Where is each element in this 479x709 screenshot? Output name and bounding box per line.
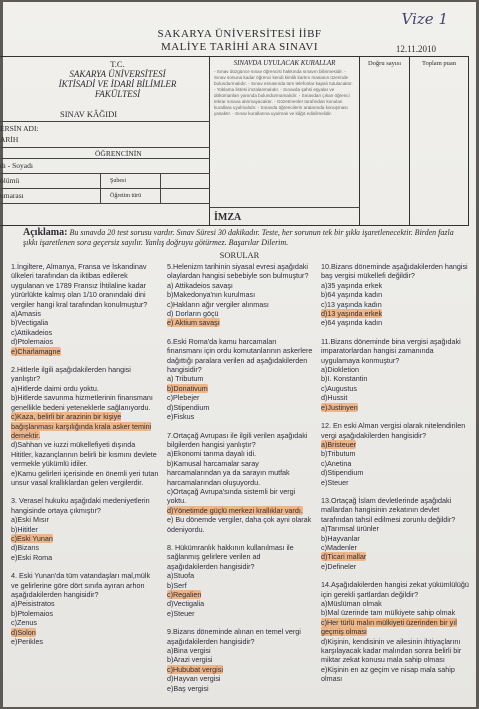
answer-option[interactable]: c)13 yaşında kadın (321, 299, 382, 309)
questions-column-2 (167, 262, 313, 702)
answer-option[interactable]: c)Hakların ağır vergiler alınması (167, 299, 269, 309)
answer-option[interactable]: b)Arazi vergisi (167, 655, 213, 665)
answer-option[interactable]: d) Dorların göçü (167, 309, 219, 319)
question-text: 14.Aşağıdakilerden hangisi zekat yükümlülüğü için gerekli şartlardan değildir? (321, 580, 469, 599)
toplam-puan-cell (410, 57, 468, 225)
dogru-sayisi-cell (360, 57, 410, 225)
uni-line-2: İKTİSADİ VE İDARİ BİLİMLER (58, 79, 177, 89)
handwritten-note: Vize 1 (401, 10, 448, 28)
answer-option-marked[interactable]: d)Yönetimde güçlü merkezi krallıklar vardı. (167, 505, 303, 515)
answer-option-marked[interactable]: e) Aktium savaşı (167, 318, 220, 328)
question (321, 496, 471, 571)
question-text: 4. Eski Yunan'da tüm vatandaşları mal,mülk ve gelirlerine göre dört sınıfa ayıran arhon aşağıdakilerden hangisidir? (11, 571, 151, 599)
dersin-adi-label: ERSİN ADI: (0, 124, 39, 133)
answer-option[interactable]: e)Steuer (167, 608, 195, 618)
answer-option[interactable]: c)Madenler (321, 542, 357, 552)
sinav-kagidi-label: SINAV KÂĞIDI (60, 109, 118, 119)
answer-option[interactable]: e)Defineler (321, 561, 357, 571)
toplam-puan-label: Toplam puan (421, 60, 457, 67)
bolumu-label: ölümü (0, 176, 20, 185)
question (11, 262, 159, 356)
question (167, 431, 313, 534)
answer-option[interactable]: a)Eski Mısır (11, 515, 49, 525)
exam-date: 12.11.2010 (395, 44, 436, 54)
answer-option-marked[interactable]: b)Donativum (167, 383, 208, 393)
answer-option[interactable]: a)Ekonomi tarıma dayalı idi. (167, 449, 257, 459)
header-table (0, 56, 469, 226)
imza-label: İMZA (214, 212, 242, 223)
answer-option[interactable]: a)Hitlerde daimi ordu yoktu. (11, 383, 99, 393)
answer-option[interactable]: a)Amasis (11, 309, 41, 319)
title-line-1: SAKARYA ÜNİVERSİTESİ İİBF (157, 28, 322, 40)
university-block (30, 59, 205, 99)
question-text: 11.Bizans döneminde bina vergisi aşağıdaki imparatorlardan hangisi zamanında uygulamaya konmuştur? (321, 336, 461, 365)
answer-option-marked[interactable]: e)Justinyen (321, 402, 358, 412)
answer-option-marked[interactable]: c)Regalien (167, 590, 202, 599)
answer-option[interactable]: a)Tarımsal ürünler (321, 524, 379, 534)
question (321, 337, 471, 412)
question (167, 337, 313, 422)
exam-sheet (0, 2, 476, 707)
answer-option[interactable]: c)Ortaçağ Avrupa'sında sistemli bir vergi yoktu. (167, 486, 296, 506)
answer-option[interactable]: a)Müslüman olmak (321, 599, 382, 608)
question (167, 627, 313, 693)
question (321, 262, 471, 328)
answer-option[interactable]: b)Vectigalia (11, 318, 49, 328)
question-text: 3. Verasel hukuku aşağıdaki medeniyetlerin hangisinde ortaya çıkmıştır? (11, 496, 150, 515)
answer-option[interactable]: b)Serf (167, 580, 187, 590)
answer-option-marked[interactable]: a)Bristeuer (321, 439, 357, 449)
dogru-sayisi-label: Doğru sayısı (367, 60, 402, 67)
aciklama-label: Açıklama: (23, 227, 68, 238)
question (167, 262, 313, 328)
answer-option[interactable]: b)Kamusal harcamalar saray harcamalarından ya da sarayın mutfak harcamalarından oluşuyordu. (167, 458, 290, 487)
answer-option[interactable]: b)64 yaşında kadın (321, 290, 383, 300)
aciklama-text: Bu sınavda 20 test sorusu vardır. Sınav Süresi 30 dakikadır. Teste, her sorunun tek bir şıkkı işaretlenecektir. Birden fazla şıkkı işaretlenen sora geçersiz sayılır. Yanlış doğruyu götürmez. Başarılar Dilerim. (23, 228, 454, 247)
answer-option[interactable]: b)Makedonya'nın kurulması (167, 290, 256, 300)
answer-option[interactable]: e)Kişinin en az geçim ve nisap mala sahip olması (321, 664, 455, 684)
question-text: 1.İngiltere, Almanya, Fransa ve İskandinav ülkeleri tarafından da iktibas edilerek uygulanan ve 1789 Fransız İhtilaline kadar yürürlükte kalmış olan 1/10 oranındaki dini vergiler hangi kral tarafından konulmuştur? (11, 262, 148, 309)
rules-text: - Sınav düzgünce sınav öğrencisi hakkında sınavın bilinmesidir. - Sınav sonuna kadar öğrenci kendi kimlik kartını masanın üzerinde bulundurmalıdır. - Sınav esnasında tüm telefonlar kapalı tutulacaktır. - Yoklama listesi imzalanmalıdır. - Sınavda şahsi eşyalar ve dökümanları yanında bulundurmamalıdır. - Sınavdan çıkan öğrenci tekrar sınava alınmayacaktır. - Gözetmenler tarafından konulan kurallara uyulmalıdır. - Sınavda öğrencilerin aralarında konuşması yasaktır. - Sınav kurallarına uyulmalı ve kâğıt edinilmelidir. (214, 69, 353, 116)
tarih-label: ARİH (0, 135, 19, 144)
answer-option[interactable]: b)Hayvanlar (321, 533, 360, 543)
answer-option-marked[interactable]: d)Ticari mallar (321, 552, 367, 562)
question (167, 543, 313, 618)
question-text: 7.Ortaçağ Avrupası ile ilgili verilen aşağıdaki bilgilerden hangisi yanlıştır? (167, 430, 308, 449)
subesi-label: Şubesi (110, 178, 127, 184)
question-text: 13.Ortaçağ İslam devletlerinde aşağıdaki mallardan hangisinin zekatının devlet tarafından tahsil edilmesi zorunlu değildir? (321, 495, 456, 524)
answer-option[interactable]: b)Tributum (321, 449, 356, 459)
question-text: 8. Hükümranlık hakkının kullanılması ile sağlanmış gelirlere verilen ad aşağıdakilerden hangisidir? (167, 542, 294, 571)
questions-column-3 (321, 262, 471, 693)
answer-option[interactable]: c)Augustus (321, 383, 357, 393)
answer-option[interactable]: a) Tributum (167, 374, 204, 384)
instructions (23, 228, 463, 248)
answer-option[interactable]: d)Stipendium (167, 402, 210, 412)
title-line-2: MALİYE TARİHİ ARA SINAVI (160, 41, 319, 53)
question-text: 9.Bizans döneminde alınan en temel vergi aşağıdakilerden hangisidir? (167, 627, 301, 646)
tc-label: T.C. (110, 59, 125, 69)
answer-option-marked[interactable]: c)Hububat vergisi (167, 664, 223, 674)
answer-option[interactable]: e)Baş vergisi (167, 683, 209, 693)
answer-option[interactable]: d)Hussit (321, 393, 348, 403)
sorular-heading: SORULAR (219, 250, 260, 260)
rules-box (210, 57, 360, 225)
answer-option[interactable]: d)Sahhan ve iuzzi mükellefiyeti dışında Hititler, kazançlarının belirli bir kısmını devlete vermekle yükümlü idiler. (11, 440, 157, 469)
answer-option[interactable]: e) Bu dönemde vergiler, daha çok ayni olarak ödeniyordu. (167, 515, 312, 534)
questions-column-1 (11, 262, 159, 655)
answer-option[interactable]: c)Plebejer (167, 393, 200, 403)
answer-option[interactable]: e)Eski Roma (11, 552, 53, 562)
answer-option[interactable]: c)Attikadeios (11, 327, 53, 337)
question-text: 5.Helenizm tarihinin siyasal evresi aşağıdaki olaylardan hangisi sebebiyle son bulmuştur? (167, 262, 309, 281)
answer-option[interactable]: d)Bizans (11, 543, 39, 553)
answer-option[interactable]: d)Stipendium (321, 468, 364, 478)
answer-option-marked[interactable]: e)Charlamagne (11, 346, 61, 356)
answer-option-marked[interactable]: d)Solon (11, 627, 36, 637)
numarasi-label: umarası (0, 191, 24, 200)
ogrencinin-label: ÖĞRENCİNİN (95, 149, 142, 158)
answer-option[interactable]: d)Vectigalia (167, 599, 205, 609)
answer-option[interactable]: d)Ptolemaios (11, 337, 53, 347)
answer-option[interactable]: a)Peisistratos (11, 599, 55, 609)
question (11, 365, 159, 487)
answer-option[interactable]: e)Fiskus (167, 412, 195, 422)
uni-line-3: FAKÜLTESİ (94, 89, 141, 99)
question-text: 6.Eski Roma'da kamu harcamaları finansmanı için ordu komutanlarının askerlere dağıttığı paralara verilen ad aşağıdakilerden hangisidir? (167, 336, 313, 375)
answer-option[interactable]: b)Hitlerde savunma hizmetlerinin finansmanı genellikle bedeni yeteneklerle sağlanıyordu. (11, 393, 153, 412)
answer-option-marked[interactable]: c)Eski Yunan (11, 533, 53, 543)
answer-option[interactable]: a)Bina vergisi (167, 646, 211, 656)
rules-title: SINAVDA UYULACAK KURALLAR (233, 59, 336, 67)
answer-option[interactable]: e)64 yaşında kadın (321, 318, 383, 328)
question (11, 496, 159, 562)
answer-option-marked[interactable]: c)Her türlü malın mülkiyeti üzerinden bir yıl geçmiş olması (321, 617, 457, 637)
question-text: 10.Bizans döneminde aşağıdakilerden hangisi baş vergisi mükellefi değildir? (321, 262, 468, 281)
answer-option[interactable]: d)Hayvan vergisi (167, 674, 221, 684)
answer-option[interactable]: c)Anetina (321, 458, 352, 468)
answer-option[interactable]: e)Kamu gelirleri içerisinde en önemli yeri tutan unsur vasal krallıklardan gelen vergilerdir. (11, 468, 159, 487)
answer-option[interactable]: e)Perikles (11, 637, 43, 647)
answer-option[interactable]: b)Hititler (11, 524, 38, 534)
answer-option[interactable]: a) Attikadeios savaşı (167, 280, 233, 290)
answer-option[interactable]: b)Ptolemaios (11, 608, 53, 618)
answer-option[interactable]: b)Mal üzerinde tam mülkiyete sahip olmak (321, 608, 456, 618)
answer-option[interactable]: a)Diokletion (321, 365, 359, 375)
question (11, 571, 159, 646)
question-text: 12. En eski Alman vergisi olarak nitelendirilen vergi aşağıdakilerden hangisidir? (321, 421, 466, 440)
answer-option[interactable]: a)Stuofa (167, 571, 195, 581)
answer-option[interactable]: a)35 yaşında erkek (321, 280, 383, 290)
answer-option[interactable]: c)Zenus (11, 618, 37, 628)
answer-option-marked[interactable]: c)Kaza, belirli bir arazinin bir kişiye bağışlanması karşılığında krala asker temini demektir. (11, 412, 152, 440)
adi-soyadi-label: dı - Soyadı (0, 161, 33, 170)
student-info-box (0, 57, 210, 225)
answer-option[interactable]: e)Steuer (321, 477, 349, 487)
question-text: 2.Hitlerle ilgili aşağıdakilerden hangisi yanlıştır? (11, 365, 131, 384)
question (321, 580, 471, 683)
ogretim-turu-label: Öğretim türü (110, 193, 142, 199)
question (321, 421, 471, 487)
answer-option[interactable]: b)I. Konstantin (321, 374, 368, 384)
answer-option-marked[interactable]: d)13 yaşında erkek (321, 309, 383, 319)
uni-line-1: SAKARYA ÜNİVERSİTESİ (69, 69, 166, 79)
answer-option[interactable]: d)Kişinin, kendisinin ve ailesinin ihtiyaçlarını karşılayacak kadar malından sonra belirli bir miktar zekat konusu mala sahip olması (321, 636, 462, 665)
